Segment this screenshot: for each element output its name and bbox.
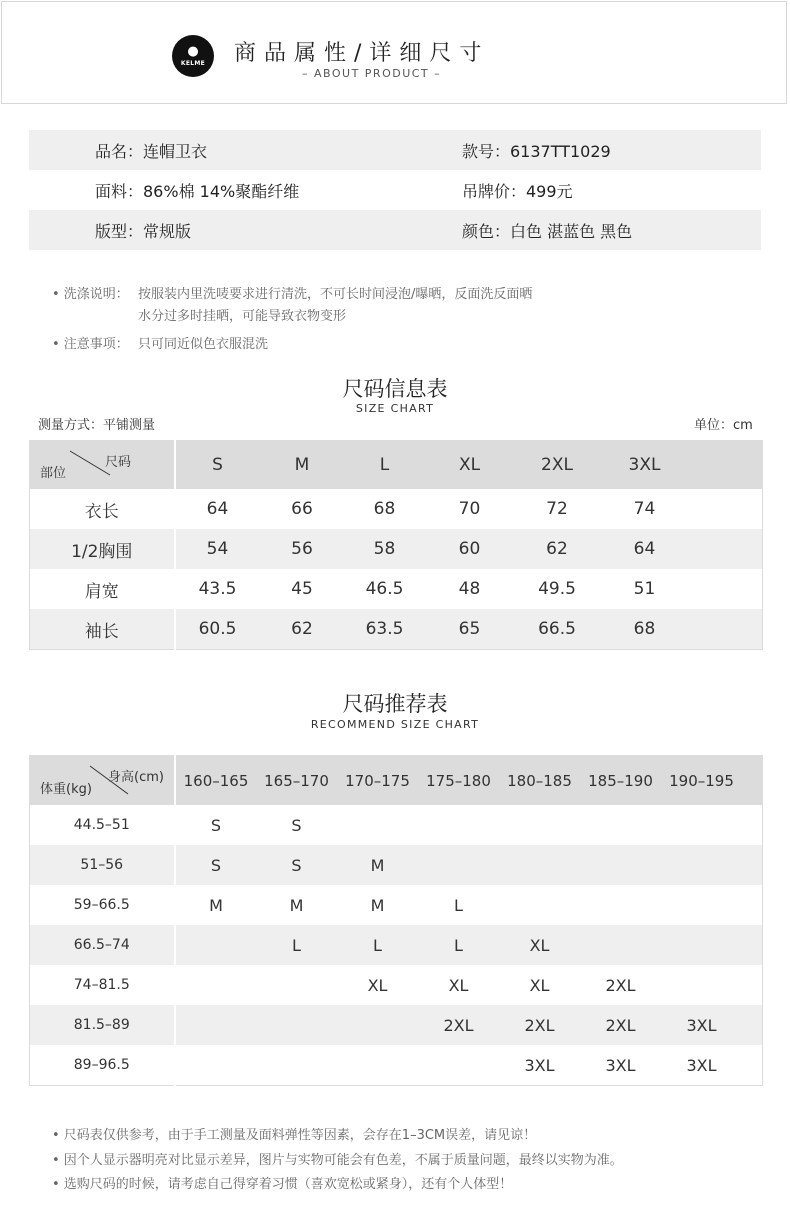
table-cell: M: [209, 895, 223, 915]
corner-part-label: 部位: [40, 466, 67, 481]
table-cell: L: [419, 925, 499, 965]
wash-label: • 洗涤说明：: [52, 287, 129, 302]
size-header: M: [260, 441, 345, 490]
table-row: [30, 925, 763, 965]
row-label: 肩宽: [30, 569, 175, 609]
table-cell: L: [337, 925, 419, 965]
table-cell: M: [289, 895, 304, 915]
footnote: • 选购尺码的时候，请考虑自己得穿着习惯（喜欢宽松或紧身），还有个人体型！: [52, 1177, 513, 1192]
table-row: [30, 845, 763, 885]
table-cell: [499, 885, 581, 925]
page-title: 商品属性/详细尺寸: [234, 41, 490, 66]
table-cell: [499, 845, 581, 885]
table-cell: S: [291, 815, 302, 835]
size-corner-cell: [30, 441, 175, 490]
attribute-row: [29, 130, 761, 170]
paw-icon: ●: [187, 44, 199, 59]
table-cell: [257, 965, 337, 1005]
brand-name: KELME: [180, 60, 206, 67]
table-cell: [175, 1045, 257, 1086]
table-cell: 60.5: [175, 609, 260, 650]
attribute-fabric: 面料：86%棉 14%聚酯纤维: [95, 181, 300, 201]
footnote: • 因个人显示器明亮对比显示差异，图片与实物可能会有色差，不属于质量问题，最终以实物为准。: [52, 1153, 623, 1168]
attribute-row: [29, 170, 761, 210]
table-cell: 74: [633, 499, 656, 519]
note-label: • 注意事项：: [52, 337, 129, 352]
size-chart-table: [29, 440, 763, 650]
table-cell: 49.5: [538, 579, 576, 599]
table-cell: [337, 1045, 419, 1086]
height-header: 165–170: [257, 756, 337, 806]
table-cell: 2XL: [419, 1005, 499, 1045]
table-cell: XL: [448, 975, 469, 995]
table-cell: S: [175, 845, 257, 885]
weight-label: 59–66.5: [30, 885, 175, 925]
table-cell: 43.5: [198, 579, 237, 599]
table-row: [30, 805, 763, 845]
recommend-chart-title: 尺码推荐表: [342, 692, 448, 716]
header-banner: [1, 1, 787, 104]
table-cell: [337, 1005, 419, 1045]
table-cell: 45: [291, 579, 313, 599]
table-row: [30, 1045, 763, 1086]
height-header: 190–195: [661, 756, 743, 806]
table-cell: 68: [600, 609, 690, 650]
weight-label: 89–96.5: [30, 1045, 175, 1086]
height-header-row: [30, 756, 763, 806]
table-cell: 62: [515, 529, 600, 569]
table-cell: 72: [546, 499, 568, 519]
height-header: 160–165: [175, 756, 257, 806]
table-cell: 62: [260, 609, 345, 650]
attribute-price: 吊牌价：499元: [462, 181, 573, 201]
table-cell: 3XL: [686, 1055, 717, 1075]
attribute-style-number: 款号：6137TT1029: [462, 141, 611, 161]
table-cell: XL: [529, 975, 550, 995]
weight-label: 51–56: [30, 845, 175, 885]
attribute-colors: 颜色：白色 湛蓝色 黑色: [462, 221, 633, 241]
weight-label: 81.5–89: [30, 1005, 175, 1045]
corner-size-label: 尺码: [105, 455, 132, 470]
table-cell: 64: [600, 529, 690, 569]
table-cell: 2XL: [581, 1005, 661, 1045]
wash-text-line2: 水分过多时挂晒，可能导致衣物变形: [138, 309, 347, 324]
table-cell: [175, 1005, 257, 1045]
corner-weight-label: 体重(kg): [40, 782, 92, 797]
table-cell: [175, 965, 257, 1005]
table-cell: 54: [175, 529, 260, 569]
table-cell: 68: [373, 499, 396, 519]
product-attributes: [29, 130, 761, 250]
table-cell: 46.5: [365, 579, 404, 599]
table-cell: [257, 1005, 337, 1045]
table-cell: M: [370, 895, 385, 915]
table-cell: [337, 805, 419, 845]
footnote: • 尺码表仅供参考，由于手工测量及面料弹性等因素，会存在1–3CM误差，请见谅！: [52, 1128, 537, 1143]
table-cell: 51: [633, 579, 656, 599]
table-cell: L: [257, 925, 337, 965]
height-header: 170–175: [337, 756, 419, 806]
table-cell: 66: [291, 499, 313, 519]
table-cell: 58: [345, 529, 425, 569]
size-header: XL: [425, 441, 515, 490]
attribute-fit: 版型：常规版: [95, 221, 192, 241]
table-cell: [419, 805, 499, 845]
attribute-row: [29, 210, 761, 250]
recommend-corner-cell: [30, 756, 175, 806]
table-cell: [661, 885, 743, 925]
table-cell: [499, 805, 581, 845]
height-header: 180–185: [499, 756, 581, 806]
table-cell: S: [210, 815, 222, 835]
measure-method: 测量方式：平铺测量: [38, 418, 156, 433]
attribute-name: 品名：连帽卫衣: [95, 141, 208, 161]
table-cell: [257, 1045, 337, 1086]
recommend-chart-subtitle: RECOMMEND SIZE CHART: [310, 718, 480, 731]
table-cell: 2XL: [499, 1005, 581, 1045]
measure-unit: 单位：cm: [694, 418, 753, 433]
table-row: [30, 489, 763, 529]
table-cell: 65: [425, 609, 515, 650]
table-row: [30, 1005, 763, 1045]
table-cell: 66.5: [515, 609, 600, 650]
table-row: [30, 965, 763, 1005]
table-cell: 56: [260, 529, 345, 569]
page-subtitle: – ABOUT PRODUCT –: [302, 67, 442, 80]
recommend-chart-table: [29, 755, 763, 1086]
table-cell: L: [454, 895, 463, 915]
table-cell: [581, 845, 661, 885]
table-cell: [581, 805, 661, 845]
size-header: 3XL: [600, 441, 690, 490]
wash-text-line1: 按服装内里洗唛要求进行清洗，不可长时间浸泡/曝晒，反面洗反面晒: [138, 287, 533, 302]
table-cell: 64: [206, 499, 229, 519]
table-cell: 70: [458, 499, 481, 519]
row-label: 袖长: [30, 609, 175, 650]
table-row: [30, 885, 763, 925]
size-header: L: [345, 441, 425, 490]
size-header: 2XL: [515, 441, 600, 490]
row-label: 1/2胸围: [30, 529, 175, 569]
note-text: 只可同近似色衣服混洗: [138, 337, 269, 352]
weight-label: 44.5–51: [30, 805, 175, 845]
table-cell: 2XL: [605, 975, 636, 995]
table-cell: 60: [425, 529, 515, 569]
table-row: [30, 609, 763, 650]
table-cell: [419, 1045, 499, 1086]
table-cell: [661, 925, 743, 965]
size-chart-title: 尺码信息表: [342, 377, 448, 401]
size-header: S: [175, 441, 260, 490]
height-header: 185–190: [581, 756, 661, 806]
corner-height-label: 身高(cm): [108, 770, 164, 785]
table-cell: XL: [499, 925, 581, 965]
table-cell: XL: [367, 975, 388, 995]
table-cell: [175, 925, 257, 965]
table-cell: [661, 805, 743, 845]
table-cell: 63.5: [345, 609, 425, 650]
brand-logo: [172, 35, 214, 77]
table-cell: [581, 885, 661, 925]
table-cell: 3XL: [661, 1005, 743, 1045]
size-chart-subtitle: SIZE CHART: [355, 402, 435, 415]
size-header-row: [30, 441, 763, 490]
table-cell: [661, 965, 743, 1005]
table-cell: S: [257, 845, 337, 885]
table-cell: 3XL: [524, 1055, 555, 1075]
height-header: 175–180: [419, 756, 499, 806]
weight-label: 74–81.5: [30, 965, 175, 1005]
weight-label: 66.5–74: [30, 925, 175, 965]
table-cell: [419, 845, 499, 885]
table-cell: [661, 845, 743, 885]
table-row: [30, 569, 763, 609]
table-cell: [581, 925, 661, 965]
row-label: 衣长: [30, 489, 175, 529]
table-row: [30, 529, 763, 569]
table-cell: 3XL: [605, 1055, 636, 1075]
table-cell: 48: [458, 579, 481, 599]
table-cell: M: [337, 845, 419, 885]
